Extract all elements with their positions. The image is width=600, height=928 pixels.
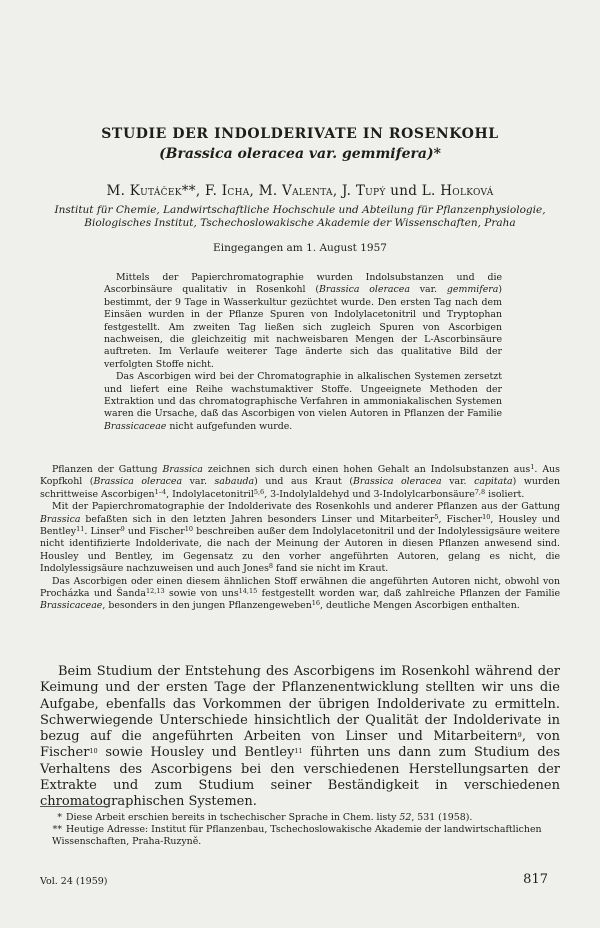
- citation: 11: [294, 747, 303, 756]
- citation: 7,8: [474, 487, 486, 496]
- abstract-paragraph: Mittels der Papierchromatographie wurden Indolsubstanzen und die Ascorbinsäure qualitativ in Rosenkohl (Brassica oleracea var. gemmifera) bestimmt, der 9 Tage in Wasserkultur gezüchtet wurde. Den ersten Tag nach dem Einsäen wurden in der Pflanze Spuren von Indolylacetonitril und Tryptophan festgestellt. Am zweiten Tag ließen sich zugleich Spuren von Ascorbigen nachweisen, die gleichzeitig mit nachweisbaren Mengen der L-Ascorbinsäure auftreten. Im Verlaufe weiterer Tage änderte sich das qualitative Bild der verfolgten Stoffe nicht.: [104, 272, 502, 370]
- citation: 8: [268, 562, 274, 571]
- article-title: STUDIE DER INDOLDERIVATE IN ROSENKOHL: [101, 126, 499, 142]
- body-paragraph: Das Ascorbigen oder einen diesem ähnlichen Stoff erwähnen die angeführten Autoren nicht, obwohl von Procházka und Šanda$^{12,13}$ sowie von uns$^{14,15}$ festgestellt worden war, daß zahlreiche Pflanzen der Familie Brassicaceae, besonders in den jungen Pflanzengeweben$^{16}$, deutliche Mengen Ascorbigen enthalten.: [40, 575, 560, 612]
- body-paragraph: Pflanzen der Gattung Brassica zeichnen sich durch einen hohen Gehalt an Indolsubstanzen aus$^1$. Aus Kopfkohl (Brassica oleracea var. sabauda) und aus Kraut (Brassica oleracea var. capitata) wurden schrittweise Ascorbigen$^{1-4}$, Indolylacetonitril$^{5,6}$, 3-Indolylaldehyd und 3-Indolylcarbonsäure$^{7,8}$ isoliert.: [40, 463, 560, 500]
- citation: 10: [482, 512, 491, 521]
- introduction: [40, 464, 560, 613]
- body-paragraph-large: Beim Studium der Entstehung des Ascorbigens im Rosenkohl während der Keimung und der ersten Tage der Pflanzenentwicklung stellten wir uns die Aufgabe, ebenfalls das Vorkommen der übrigen Indolderivate zu ermitteln. Schwerwiegende Unterschiede hinsichtlich der Qualität der Indolderivate in bezug auf die angeführten Arbeiten von Linser und Mitarbeitern$^9$, von Fischer$^{10}$ sowie Housley und Bentley$^{11}$ führten uns dann zum Studium des Verhaltens des Ascorbigens bei den verschiedenen Herstellungsarten der Extrakte und zum Studium seiner Beständigkeit in verschiedenen chromatographischen Systemen.: [40, 664, 560, 810]
- footnote-mark: *: [57, 812, 62, 823]
- article-subtitle: (Brassica oleracea var. gemmifera)*: [159, 146, 441, 162]
- footnote: * Diese Arbeit erschien bereits in tschechischer Sprache in Chem. listy 52, 531 (1958).: [40, 812, 560, 824]
- author-name: L. Holková: [421, 183, 494, 199]
- citation: 16: [311, 599, 321, 608]
- citation: 9: [120, 525, 125, 534]
- author-separator: und: [385, 183, 422, 199]
- author-name: J. Tupý: [342, 183, 386, 199]
- citation: 14,15: [238, 587, 258, 596]
- body-paragraph: Mit der Papierchromatographie der Indolderivate des Rosenkohls und anderer Pflanzen aus der Gattung Brassica befaßten sich in den letzten Jahren besonders Linser und Mitarbeiter$^5$, Fischer$^{10}$, Housley und Bentley$^{11}$. Linser$^9$ und Fischer$^{10}$ beschreiben außer dem Indolylacetonitril und der Indolylessigsäure weitere nicht identifizierte Indolderivate, die nach der Meinung der Autoren in diesen Pflanzen anwesend sind. Housley und Bentley, im Gegensatz zu den vorher angeführten Autoren, gelang es nicht, die Indolylessigsäure nachzuweisen und auch Jones$^8$ fand sie nicht im Kraut.: [40, 501, 561, 575]
- affiliation: Institut für Chemie, Landwirtschaftliche Hochschule und Abteilung für Pflanzenphysiologie, Biologisches Institut, Tschechoslowakische Akademie der Wissenschaften, Praha: [54, 204, 546, 229]
- author-separator: ,: [249, 183, 259, 199]
- citation: 1–4: [154, 487, 167, 496]
- author-name: M. Valenta: [258, 183, 333, 199]
- author-name: M. Kutáček**: [106, 183, 196, 199]
- page-number: 817: [523, 872, 548, 887]
- citation: 1: [530, 463, 535, 471]
- footnote: ** Heutige Adresse: Institut für Pflanzenbau, Tschechoslowakische Akademie der landwirtschaftlichen Wissenschaften, Praha-Ruzyně.: [40, 824, 560, 848]
- author-list: [0, 183, 600, 199]
- author-name: F. Icha: [205, 183, 250, 199]
- received-date: Eingegangen am 1. August 1957: [213, 242, 387, 254]
- journal-volume: Vol. 24 (1959): [40, 876, 108, 887]
- citation: 11: [76, 525, 85, 534]
- citation: 5,6: [253, 487, 265, 496]
- citation: 5: [434, 512, 439, 521]
- footnotes: [40, 812, 560, 849]
- main-text: [40, 664, 560, 811]
- footnote-mark: **: [52, 824, 62, 836]
- author-separator: ,: [195, 183, 206, 199]
- citation: 10: [184, 525, 194, 534]
- abstract-paragraph: Das Ascorbigen wird bei der Chromatographie in alkalischen Systemen zersetzt und liefert eine Reihe wachstumaktiver Stoffe. Ungeeignete Methoden der Extraktion und das chromatographische Verfahren in ammoniakalischen Systemen waren die Ursache, daß das Ascorbigen von vielen Autoren in Pflanzen der Familie Brassicaceae nicht aufgefunden wurde.: [104, 371, 502, 432]
- citation: 12,13: [146, 587, 165, 596]
- abstract: [104, 272, 502, 433]
- citation: 9: [517, 731, 522, 740]
- footnote-rule: [40, 806, 110, 807]
- author-separator: ,: [332, 183, 342, 199]
- citation: 10: [89, 747, 98, 756]
